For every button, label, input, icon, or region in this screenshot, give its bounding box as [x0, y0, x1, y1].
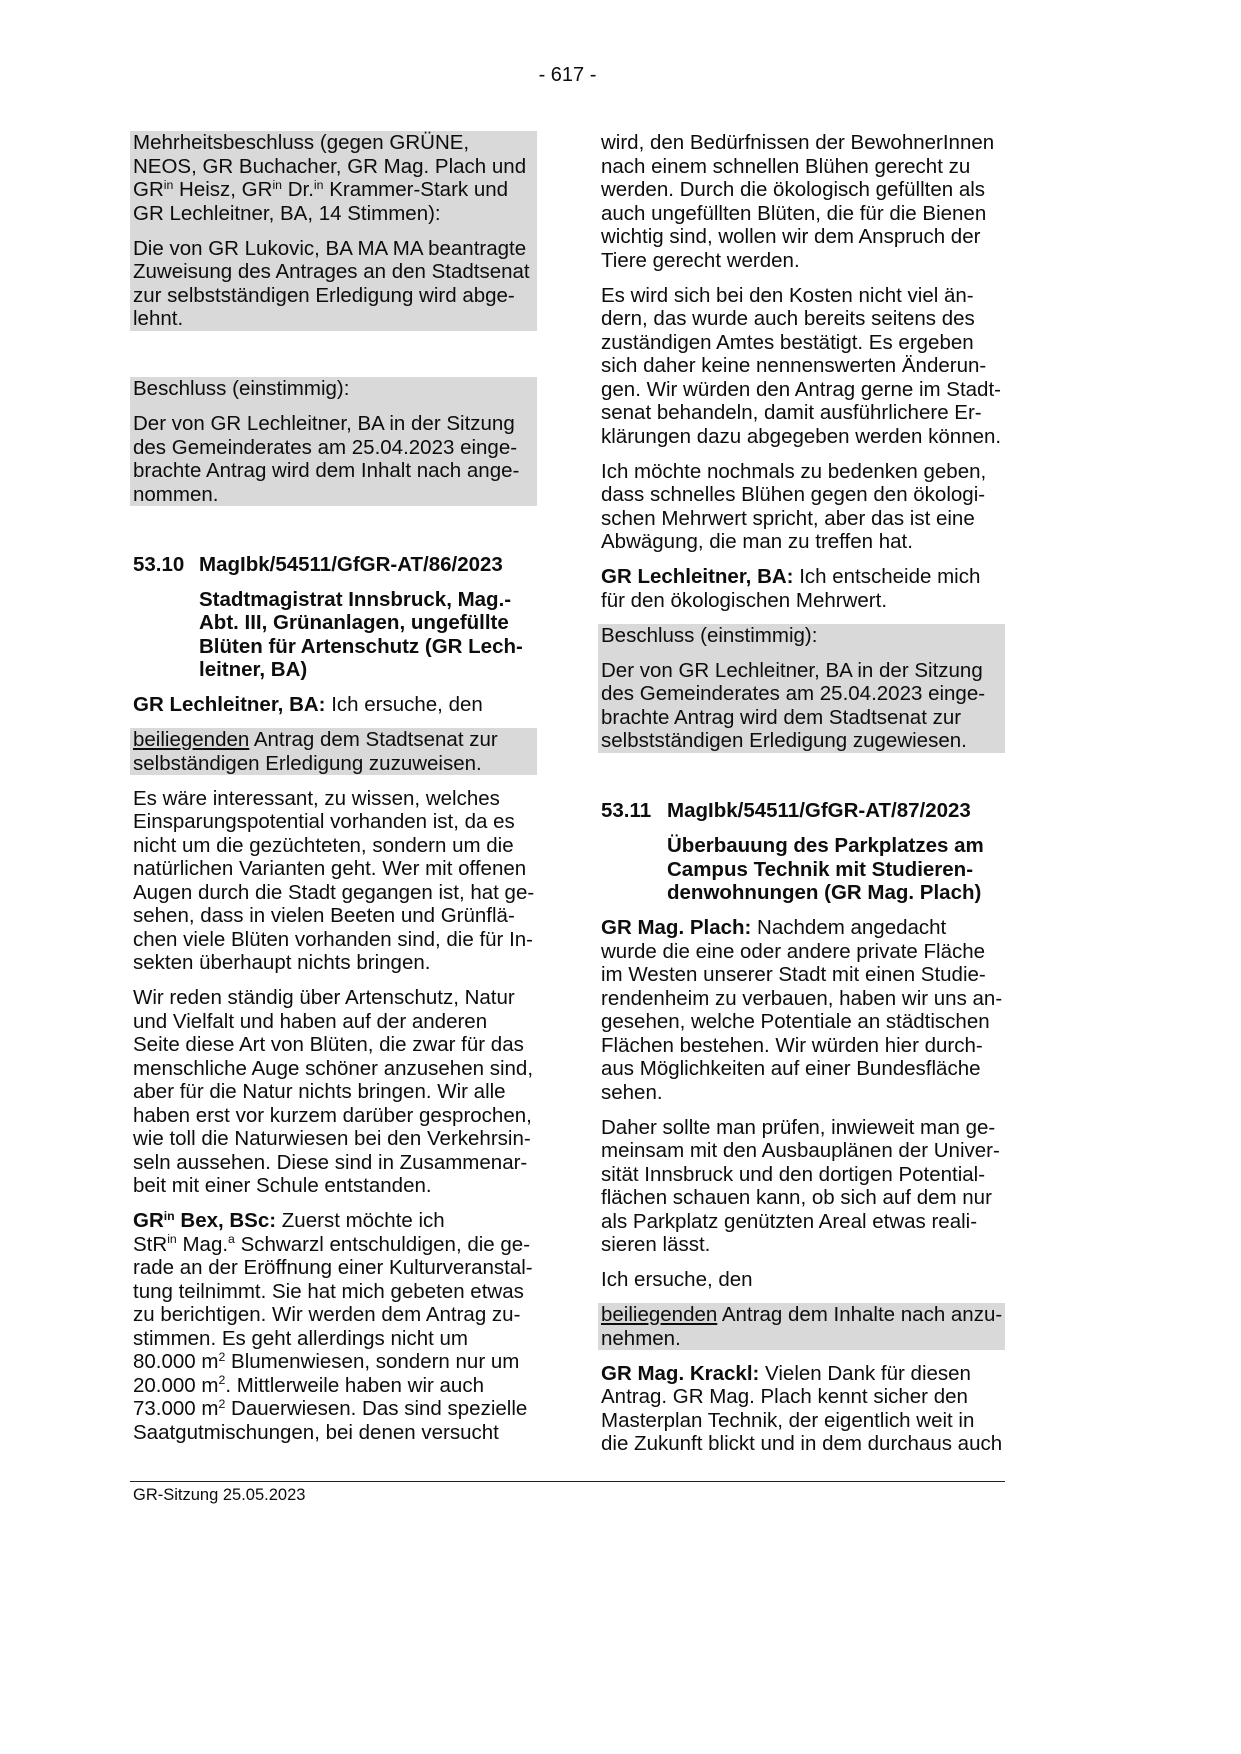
superscript: a	[228, 1232, 235, 1247]
superscript: in	[167, 1232, 177, 1247]
resolution-box	[130, 131, 537, 331]
resolution-text: Der von GR Lechleitner, BA in der Sitzung des Gemeinderates am 25.04.2023 einge- brachte Antrag wird dem Stadtsenat zur selbstständigen Erledigung zugewiesen.	[601, 658, 986, 752]
body-paragraph: Ich möchte nochmals zu bedenken geben, dass schnelles Blühen gegen den ökologi- schen Mehrwert spricht, aber das ist eine Abwägung, die man zu treffen hat.	[601, 459, 987, 553]
speaker-name: GR Lechleitner, BA:	[601, 565, 794, 588]
resolution-heading-text: Heisz, GR	[173, 178, 273, 201]
speech-text: Dauerwiesen. Das sind spezielle Saatgutmischungen, bei denen versucht	[133, 1397, 528, 1444]
speech-text: Vielen Dank für diesen Antrag. GR Mag. Plach kennt sicher den Masterplan Technik, der eigentlich weit in die Zukunft blickt und in dem durchaus auch	[601, 1361, 1003, 1455]
superscript: 2	[218, 1349, 226, 1364]
speech-paragraph	[601, 1362, 1002, 1456]
speech-text: Blumenwiesen, sondern nur um 20.000 m	[133, 1350, 520, 1397]
motion-text-rest: Antrag dem Stadtsenat zur selbständigen Erledigung zuzuweisen.	[133, 728, 498, 775]
page-number: - 617 -	[538, 64, 597, 86]
speech-text: . Mittlerweile haben wir auch 73.000 m	[133, 1373, 484, 1420]
speech-text: Schwarzl entschuldigen, die ge- rade an der Eröffnung einer Kulturveranstal- tung teilnimmt. Sie hat mich gebeten etwas zu berichtigen. Wir werden dem Antrag zu- stimmen. Es geht allerdings nicht um 80.000 m	[133, 1232, 533, 1373]
resolution-box	[130, 377, 537, 506]
resolution-heading	[133, 131, 534, 225]
agenda-item-title: Überbauung des Parkplatzes am Campus Technik mit Studieren- denwohnungen (GR Mag. Plach)	[667, 834, 984, 904]
body-paragraph: wird, den Bedürfnissen der BewohnerInnen nach einem schnellen Blühen gerecht zu werden. Durch die ökologisch gefüllten als auch ungefüllten Blüten, die für die Bienen wichtig sind, wollen wir dem Anspruch der Tiere gerecht werden.	[601, 131, 995, 272]
speaker-name: GR Mag. Plach:	[601, 916, 752, 939]
motion-text	[601, 1303, 1002, 1350]
body-paragraph: Es wird sich bei den Kosten nicht viel än- dern, das wurde auch bereits seitens des zuständigen Amtes bestätigt. Es ergeben sich daher keine nennenswerten Änderun- gen. Wir würden den Antrag gerne im Stadt- senat behandeln, damit ausführlichere Er- klärungen dazu abgegeben werden können.	[601, 283, 1002, 448]
footer-rule	[130, 1481, 1005, 1482]
agenda-item-heading	[133, 553, 534, 577]
right-column	[601, 131, 1002, 1467]
footer-session-label: GR-Sitzung 25.05.2023	[133, 1486, 306, 1504]
agenda-item-title: Stadtmagistrat Innsbruck, Mag.- Abt. III, Grünanlagen, ungefüllte Blüten für Artenschutz (GR Lech- leitner, BA)	[199, 587, 523, 681]
agenda-item-number: 53.11	[601, 799, 652, 822]
speech-text: Mag.	[176, 1232, 229, 1256]
agenda-item-heading	[601, 799, 1002, 823]
motion-box	[598, 1303, 1005, 1350]
left-column	[133, 131, 534, 1456]
motion-box	[130, 728, 537, 775]
superscript: in	[163, 1208, 175, 1223]
resolution-text: Der von GR Lechleitner, BA in der Sitzung des Gemeinderates am 25.04.2023 einge- brachte Antrag wird dem Inhalt nach ange- nommen.	[133, 412, 520, 506]
superscript: in	[163, 177, 174, 192]
motion-text	[133, 728, 534, 775]
speech-paragraph	[601, 916, 1002, 1104]
speech-paragraph	[133, 693, 534, 717]
resolution-box	[598, 624, 1005, 753]
speaker-name-part: Bex, BSc:	[174, 1209, 277, 1232]
body-paragraph: Es wäre interessant, zu wissen, welches Einsparungspotential vorhanden ist, da es nicht um die gezüchteten, sondern um die natürlichen Varianten geht. Wer mit offenen Augen durch die Stadt gegangen ist, hat ge- sehen, dass in vielen Beeten und Grünflä- chen viele Blüten vorhanden sind, die für In- sekten überhaupt nichts bringen.	[133, 786, 535, 974]
resolution-heading-text: Krammer-Stark und GR Lechleitner, BA, 14 Stimmen):	[133, 178, 509, 225]
resolution-text: Die von GR Lukovic, BA MA MA beantragte Zuweisung des Antrages an den Stadtsenat zur selbstständigen Erledigung wird abge- lehnt.	[133, 236, 530, 330]
speaker-name-part: GR	[133, 1209, 164, 1232]
speech-text: Zuerst möchte ich StR	[133, 1209, 445, 1256]
motion-text-rest: Antrag dem Inhalte nach anzu- nehmen.	[601, 1303, 1003, 1350]
resolution-heading: Beschluss (einstimmig):	[133, 377, 350, 400]
body-paragraph: Wir reden ständig über Artenschutz, Natur und Vielfalt und haben auf der anderen Seite diese Art von Blüten, die zwar für das menschliche Auge schöner anzusehen sind, aber für die Natur nichts bringen. Wir alle haben erst vor kurzem darüber gesprochen, wie toll die Naturwiesen bei den Verkehrsin- seln aussehen. Diese sind in Zusammenar- beit mit einer Schule entstanden.	[133, 986, 534, 1197]
speech-text: Ich ersuche, den	[325, 693, 483, 716]
agenda-item-reference: MagIbk/54511/GfGR-AT/86/2023	[199, 552, 503, 576]
speaker-name: GR Lechleitner, BA:	[133, 693, 326, 716]
motion-underlined-word: beiliegenden	[133, 728, 250, 751]
resolution-heading-text: Mehrheitsbeschluss (gegen GRÜNE, NEOS, GR Buchacher, GR Mag. Plach und GR	[133, 131, 527, 201]
superscript: in	[272, 177, 283, 192]
superscript: 2	[218, 1396, 226, 1411]
agenda-item-reference: MagIbk/54511/GfGR-AT/87/2023	[667, 799, 971, 822]
speech-paragraph	[601, 565, 1002, 612]
superscript: in	[313, 177, 324, 192]
speaker-name: GR Mag. Krackl:	[601, 1361, 760, 1385]
body-paragraph: Ich ersuche, den	[601, 1268, 753, 1291]
motion-underlined-word: beiliegenden	[601, 1303, 718, 1326]
speaker-name	[133, 1209, 276, 1232]
resolution-heading-text: Dr.	[282, 178, 314, 201]
speech-text: Nachdem angedacht wurde die eine oder andere private Fläche im Westen unserer Stadt mit einen Studie- rendenheim zu verbauen, haben wir uns an- gesehen, welche Potentiale an städtischen Flächen bestehen. Wir würden hier durch- aus Möglichkeiten auf einer Bundesfläche sehen.	[601, 916, 1003, 1104]
speech-paragraph	[133, 1209, 534, 1444]
speech-text: Ich entscheide mich für den ökologischen Mehrwert.	[601, 565, 981, 612]
resolution-heading: Beschluss (einstimmig):	[601, 623, 818, 647]
agenda-item-number: 53.10	[133, 552, 185, 576]
body-paragraph: Daher sollte man prüfen, inwieweit man ge- meinsam mit den Ausbauplänen der Univer- sität Innsbruck und den dortigen Potential- flächen schauen kann, ob sich auf dem nur als Parkplatz genützten Areal etwas reali- sieren lässt.	[601, 1115, 1000, 1256]
superscript: 2	[218, 1373, 226, 1388]
